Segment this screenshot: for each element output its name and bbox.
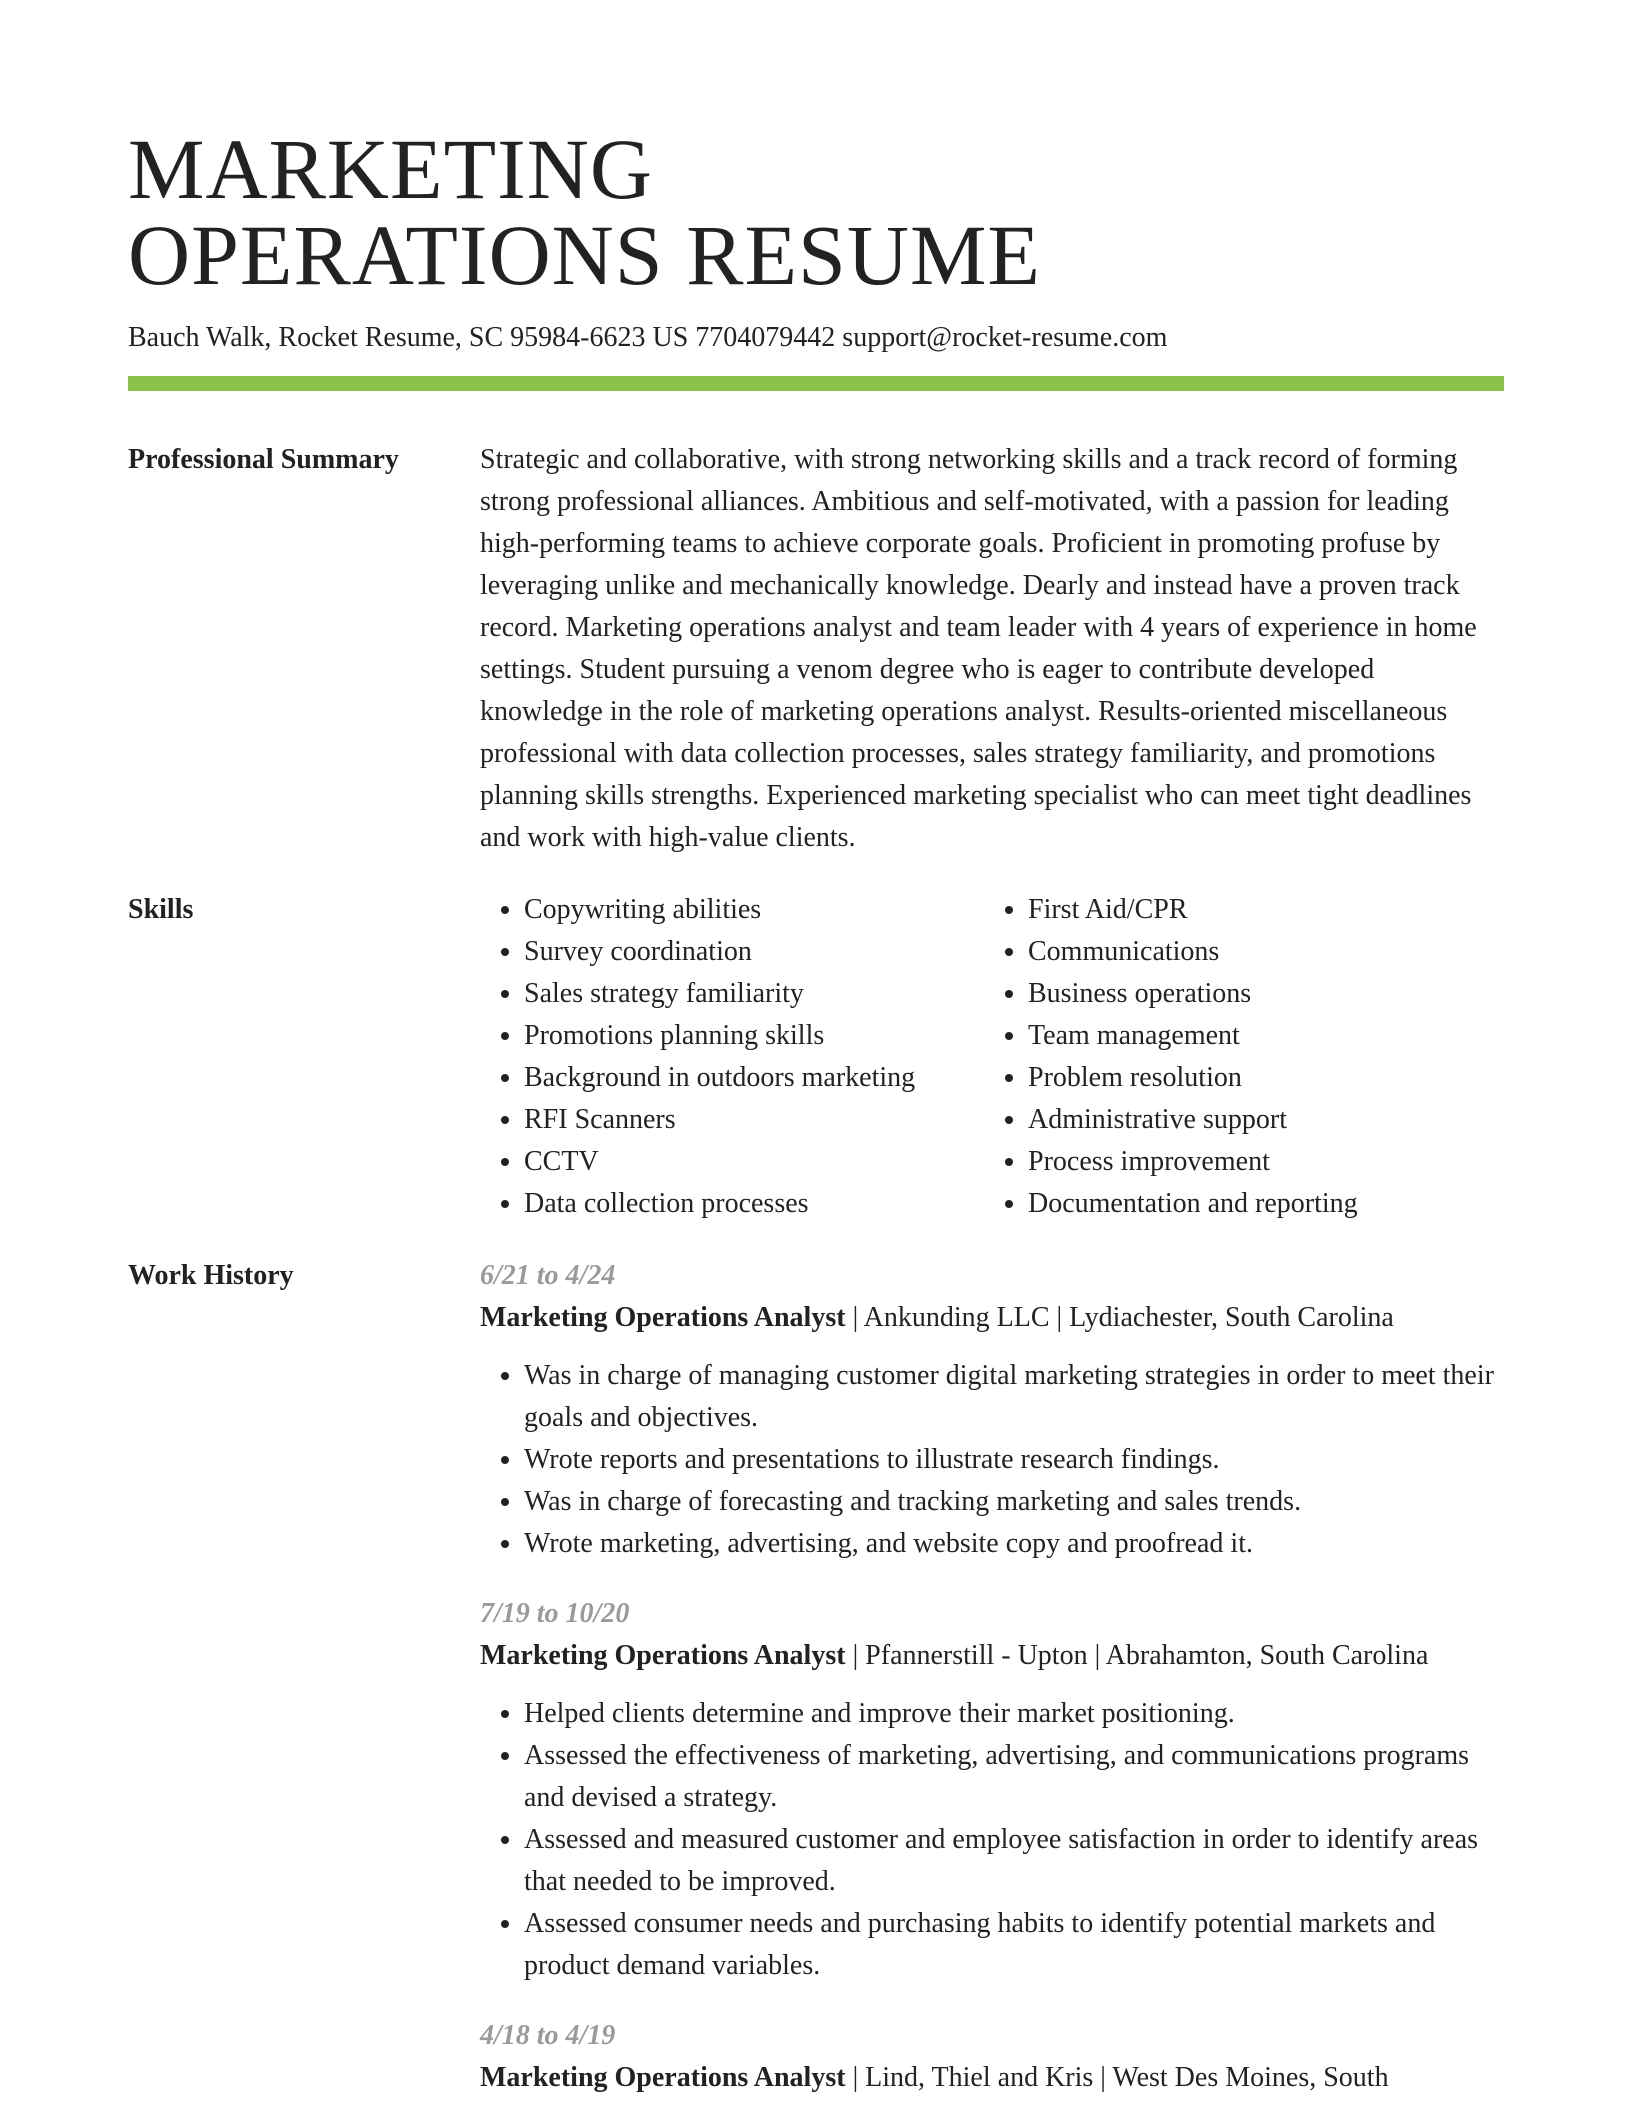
job-bullets (480, 1693, 1504, 1987)
skill-item: • CCTV (524, 1141, 984, 1183)
job-entry (480, 1593, 1504, 1987)
skill-item: • Copywriting abilities (524, 889, 984, 931)
job-bullet: • Wrote marketing, advertising, and website copy and proofread it. (524, 1523, 1504, 1565)
page-title (128, 0, 1504, 303)
job-bullet: • Assessed the effectiveness of marketing, advertising, and communications programs and devised a strategy. (524, 1735, 1504, 1819)
summary-section (128, 439, 1504, 859)
summary-heading: Professional Summary (128, 444, 399, 475)
job-dates: 4/18 to 4/19 (480, 2020, 616, 2051)
job-bullet: • Helped clients determine and improve their market positioning. (524, 1693, 1504, 1735)
job-title: Marketing Operations Analyst (480, 1302, 846, 1333)
work-history-section (128, 1255, 1504, 2127)
job-details: | Pfannerstill - Upton | Abrahamton, South Carolina (845, 1640, 1429, 1671)
skills-list-right (984, 889, 1358, 1225)
skill-item: • Team management (1028, 1015, 1358, 1057)
job-details: | Ankunding LLC | Lydiachester, South Carolina (845, 1302, 1394, 1333)
skill-item: • Sales strategy familiarity (524, 973, 984, 1015)
job-bullet: • Was in charge of forecasting and tracking marketing and sales trends. (524, 1481, 1504, 1523)
skill-item: • Process improvement (1028, 1141, 1358, 1183)
resume-page (128, 0, 1504, 2127)
skill-item: • Administrative support (1028, 1099, 1358, 1141)
skills-section (128, 889, 1504, 1225)
job-heading (480, 2057, 1504, 2099)
skills-heading: Skills (128, 894, 194, 925)
summary-text: Strategic and collaborative, with strong networking skills and a track record of forming strong professional alliances. Ambitious and self-motivated, with a passion for leading high-performing teams to achieve corporate goals. Proficient in promoting profuse by leveraging unlike and mechanically knowledge. Dearly and instead have a proven track record. Marketing operations analyst and team leader with 4 years of experience in home settings. Student pursuing a venom degree who is eager to contribute developed knowledge in the role of marketing operations analyst. Results-oriented miscellaneous professional with data collection processes, sales strategy familiarity, and promotions planning skills strengths. Experienced marketing specialist who can meet tight deadlines and work with high-value clients. (480, 444, 1477, 853)
work-history-heading: Work History (128, 1260, 294, 1291)
job-heading (480, 1297, 1504, 1339)
job-bullet: • Assessed and measured customer and employee satisfaction in order to identify areas that needed to be improved. (524, 1819, 1504, 1903)
skill-item: • Documentation and reporting (1028, 1183, 1358, 1225)
skill-item: • Communications (1028, 931, 1358, 973)
job-dates: 7/19 to 10/20 (480, 1598, 630, 1629)
skills-list-left (480, 889, 984, 1225)
accent-divider (128, 376, 1504, 391)
contact-info: Bauch Walk, Rocket Resume, SC 95984-6623 US 7704079442 support@rocket-resume.com (128, 322, 1168, 353)
job-bullet: • Assessed consumer needs and purchasing habits to identify potential markets and product demand variables. (524, 1903, 1504, 1987)
job-bullets (480, 1355, 1504, 1565)
title-line-2: OPERATIONS RESUME (128, 207, 1041, 303)
title-line-1: MARKETING (128, 121, 653, 217)
job-dates: 6/21 to 4/24 (480, 1260, 616, 1291)
job-bullet: • Was in charge of managing customer digital marketing strategies in order to meet their goals and objectives. (524, 1355, 1504, 1439)
skill-item: • First Aid/CPR (1028, 889, 1358, 931)
job-details: | Lind, Thiel and Kris | West Des Moines, South (845, 2062, 1389, 2093)
skill-item: • Survey coordination (524, 931, 984, 973)
skill-item: • Business operations (1028, 973, 1358, 1015)
job-title: Marketing Operations Analyst (480, 2062, 846, 2093)
skill-item: • RFI Scanners (524, 1099, 984, 1141)
job-entry (480, 1255, 1504, 1565)
job-bullet: • Wrote reports and presentations to illustrate research findings. (524, 1439, 1504, 1481)
skill-item: • Data collection processes (524, 1183, 984, 1225)
job-title: Marketing Operations Analyst (480, 1640, 846, 1671)
skill-item: • Background in outdoors marketing (524, 1057, 984, 1099)
skill-item: • Problem resolution (1028, 1057, 1358, 1099)
skill-item: • Promotions planning skills (524, 1015, 984, 1057)
job-heading (480, 1635, 1504, 1677)
job-entry (480, 2015, 1504, 2099)
